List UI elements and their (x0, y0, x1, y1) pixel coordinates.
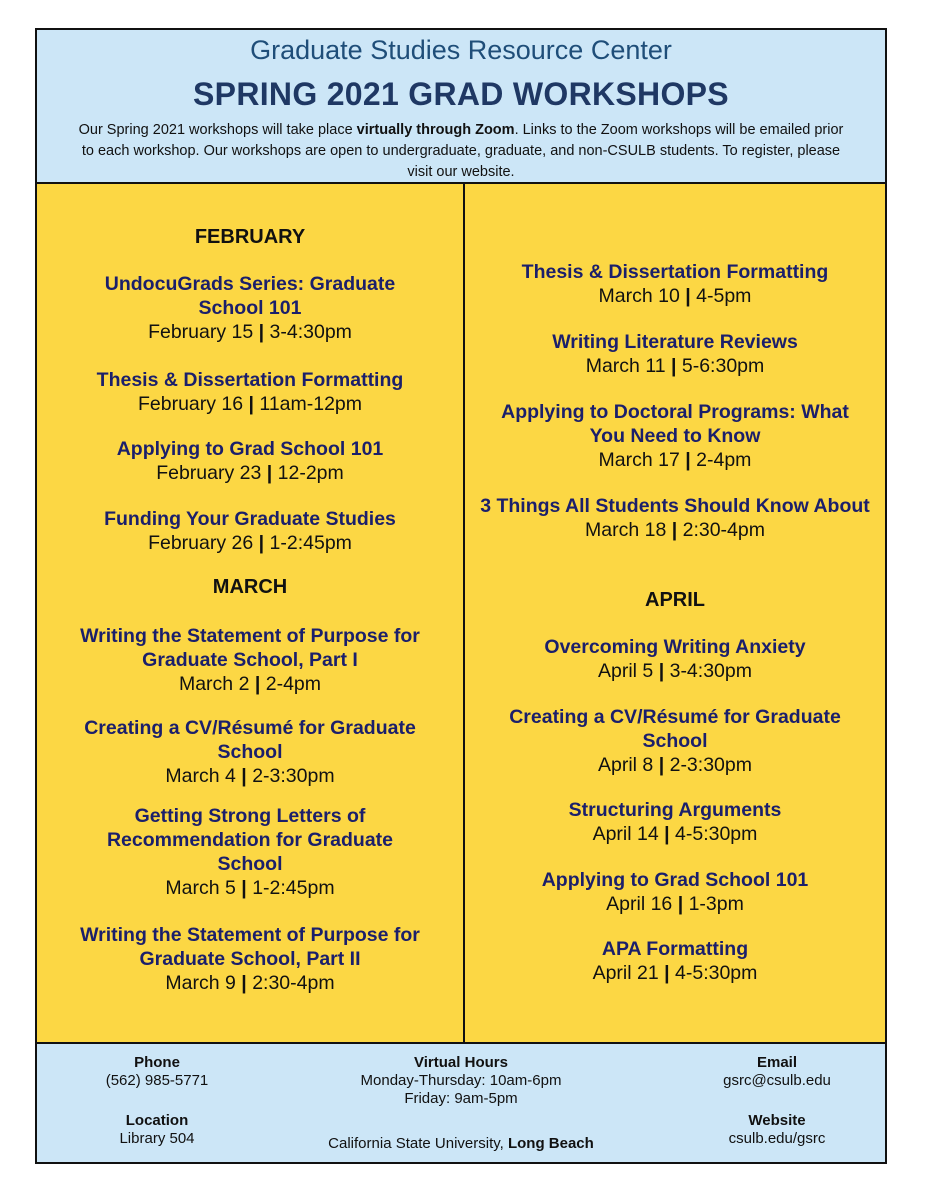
workshop-title: Applying to Grad School 101 (541, 869, 809, 891)
workshop-time: March 17 | 2-4pm (598, 449, 752, 471)
workshop-time: February 16 | 11am-12pm (137, 393, 363, 415)
workshop-time: April 8 | 2-3:30pm (598, 754, 752, 776)
month-heading-march: MARCH (212, 576, 288, 598)
phone-number[interactable]: (562) 985-5771 (105, 1072, 209, 1089)
center-name: Graduate Studies Resource Center (250, 35, 672, 65)
workshop-item (57, 923, 443, 995)
workshop-time: April 21 | 4-5:30pm (592, 962, 758, 984)
website-label: Website (748, 1112, 806, 1129)
intro-text (77, 120, 845, 183)
workshop-item (485, 705, 865, 777)
workshop-title: 3 Things All Students Should Know About (480, 495, 870, 517)
workshop-item (465, 330, 885, 378)
workshop-title: Applying to Doctoral Programs: What You Need to Know (501, 401, 849, 447)
workshop-title: Getting Strong Letters of Recommendation for Graduate School (106, 805, 394, 875)
hours-label: Virtual Hours (414, 1054, 508, 1071)
phone-block (77, 1054, 237, 1090)
workshop-item (87, 272, 413, 344)
location-label: Location (125, 1112, 189, 1129)
workshop-time: March 2 | 2-4pm (178, 673, 322, 695)
phone-label: Phone (134, 1054, 180, 1071)
university-name: California State University, Long Beach (328, 1135, 594, 1152)
page-title: SPRING 2021 GRAD WORKSHOPS (193, 76, 729, 112)
website-block (697, 1112, 857, 1148)
workshop-time: March 9 | 2:30-4pm (165, 972, 335, 994)
hours-weekday: Monday-Thursday: 10am-6pm (360, 1072, 562, 1089)
month-heading-february: FEBRUARY (194, 226, 306, 248)
workshop-item (465, 635, 885, 683)
workshop-title: Creating a CV/Résumé for Graduate School (84, 717, 416, 763)
workshop-title: Writing the Statement of Purpose for Graduate School, Part I (80, 625, 420, 671)
workshop-item (37, 507, 463, 555)
workshop-time: April 14 | 4-5:30pm (592, 823, 758, 845)
location-value: Library 504 (119, 1130, 195, 1147)
email-address[interactable]: gsrc@csulb.edu (723, 1072, 831, 1089)
workshop-item (475, 494, 875, 542)
workshop-title: Applying to Grad School 101 (116, 438, 384, 460)
workshop-item (37, 437, 463, 485)
workshop-title: Thesis & Dissertation Formatting (521, 261, 829, 283)
workshop-item (37, 368, 463, 416)
hours-block (291, 1054, 631, 1108)
workshop-item (87, 804, 413, 900)
workshop-title: Writing Literature Reviews (552, 331, 798, 353)
workshop-title: Writing the Statement of Purpose for Graduate School, Part II (80, 924, 420, 970)
workshop-title: Overcoming Writing Anxiety (544, 636, 806, 658)
workshop-time: April 16 | 1-3pm (606, 893, 744, 915)
workshop-time: February 23 | 12-2pm (156, 462, 344, 484)
location-block (77, 1112, 237, 1148)
email-block (697, 1054, 857, 1090)
email-label: Email (756, 1054, 798, 1071)
workshop-time: March 4 | 2-3:30pm (165, 765, 335, 787)
workshop-title: Thesis & Dissertation Formatting (96, 369, 404, 391)
month-heading-april: APRIL (645, 589, 705, 611)
workshop-time: February 26 | 1-2:45pm (148, 532, 352, 554)
workshop-title: APA Formatting (601, 938, 749, 960)
workshop-item (465, 937, 885, 985)
workshop-item (495, 400, 855, 472)
intro-bold: virtually through Zoom (356, 122, 515, 138)
workshop-time: March 11 | 5-6:30pm (585, 355, 765, 377)
workshop-title: UndocuGrads Series: Graduate School 101 (104, 273, 396, 319)
workshop-title: Creating a CV/Résumé for Graduate School (509, 706, 841, 752)
workshop-item (57, 624, 443, 696)
workshop-item (62, 716, 438, 788)
workshop-schedule (37, 184, 885, 1042)
intro-part2: . Links to the Zoom workshops will be emailed prior to each workshop. Our workshops are open to undergraduate, graduate, and non-CSULB students. To register, please visit our website. (81, 122, 844, 180)
flyer-frame (35, 28, 887, 1164)
workshop-item (465, 260, 885, 308)
workshop-time: March 10 | 4-5pm (598, 285, 752, 307)
workshop-title: Structuring Arguments (568, 799, 782, 821)
website-link[interactable]: csulb.edu/gsrc (728, 1130, 826, 1147)
flyer-header (37, 30, 885, 184)
workshop-time: April 5 | 3-4:30pm (598, 660, 752, 682)
hours-friday: Friday: 9am-5pm (404, 1090, 518, 1107)
contact-footer (37, 1042, 885, 1162)
workshop-title: Funding Your Graduate Studies (104, 508, 396, 530)
workshop-time: March 5 | 1-2:45pm (165, 877, 335, 899)
workshop-item (465, 868, 885, 916)
intro-part1: Our Spring 2021 workshops will take place (78, 122, 357, 138)
workshop-item (465, 798, 885, 846)
workshop-time: March 18 | 2:30-4pm (585, 519, 765, 541)
workshop-time: February 15 | 3-4:30pm (148, 321, 352, 343)
